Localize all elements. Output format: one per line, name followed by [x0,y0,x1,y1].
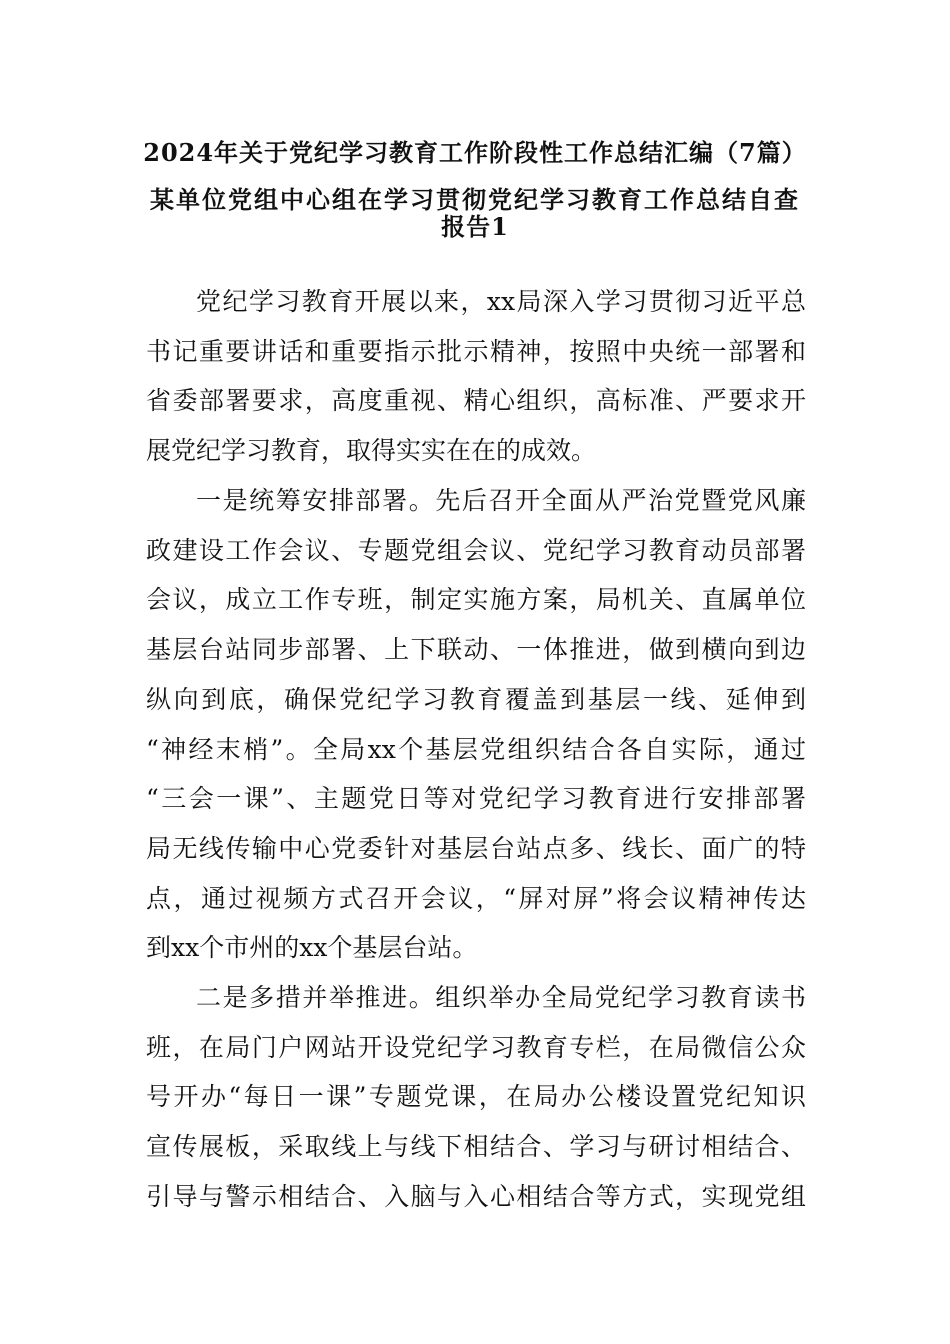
paragraph-line: 政建设工作会议、专题党组会议、党纪学习教育动员部署 [146,536,806,565]
paragraph-line: 局无线传输中心党委针对基层台站点多、线长、面广的特 [146,834,806,863]
paragraph-line: 省委部署要求，高度重视、精心组织，高标准、严要求开 [146,386,806,415]
paragraph-line: “神经末梢”。全局xx个基层党组织结合各自实际，通过 [146,735,806,764]
paragraph-line: 会议，成立工作专班，制定实施方案，局机关、直属单位 [146,585,806,614]
paragraph-line: 到xx个市州的xx个基层台站。 [146,933,478,962]
paragraph-line: 班，在局门户网站开设党纪学习教育专栏，在局微信公众 [146,1033,806,1062]
paragraph-line: 引导与警示相结合、入脑与入心相结合等方式，实现党组 [146,1182,806,1211]
report-title-line-1: 某单位党组中心组在学习贯彻党纪学习教育工作总结自查 [150,185,800,214]
paragraph-line: “三会一课”、主题党日等对党纪学习教育进行安排部署 [146,784,806,813]
paragraph-line: 点，通过视频方式召开会议，“屏对屏”将会议精神传达 [146,884,806,913]
paragraph-line: 展党纪学习教育，取得实实在在的成效。 [146,436,597,465]
paragraph-line: 宣传展板，采取线上与线下相结合、学习与研讨相结合、 [146,1132,806,1161]
paragraph-line: 书记重要讲话和重要指示批示精神，按照中央统一部署和 [146,337,806,366]
paragraph-line: 号开办“每日一课”专题党课，在局办公楼设置党纪知识 [146,1082,806,1111]
paragraph-line: 基层台站同步部署、上下联动、一体推进，做到横向到边 [146,635,806,664]
paragraph-line: 纵向到底，确保党纪学习教育覆盖到基层一线、延伸到 [146,685,806,714]
report-title-line-2: 报告1 [441,212,509,241]
document-title: 2024年关于党纪学习教育工作阶段性工作总结汇编（7篇） [143,138,807,167]
paragraph-line: 二是多措并举推进。组织举办全局党纪学习教育读书 [196,983,806,1012]
paragraph-line: 一是统筹安排部署。先后召开全面从严治党暨党风廉 [196,486,806,515]
paragraph-line: 党纪学习教育开展以来，xx局深入学习贯彻习近平总 [196,287,806,316]
